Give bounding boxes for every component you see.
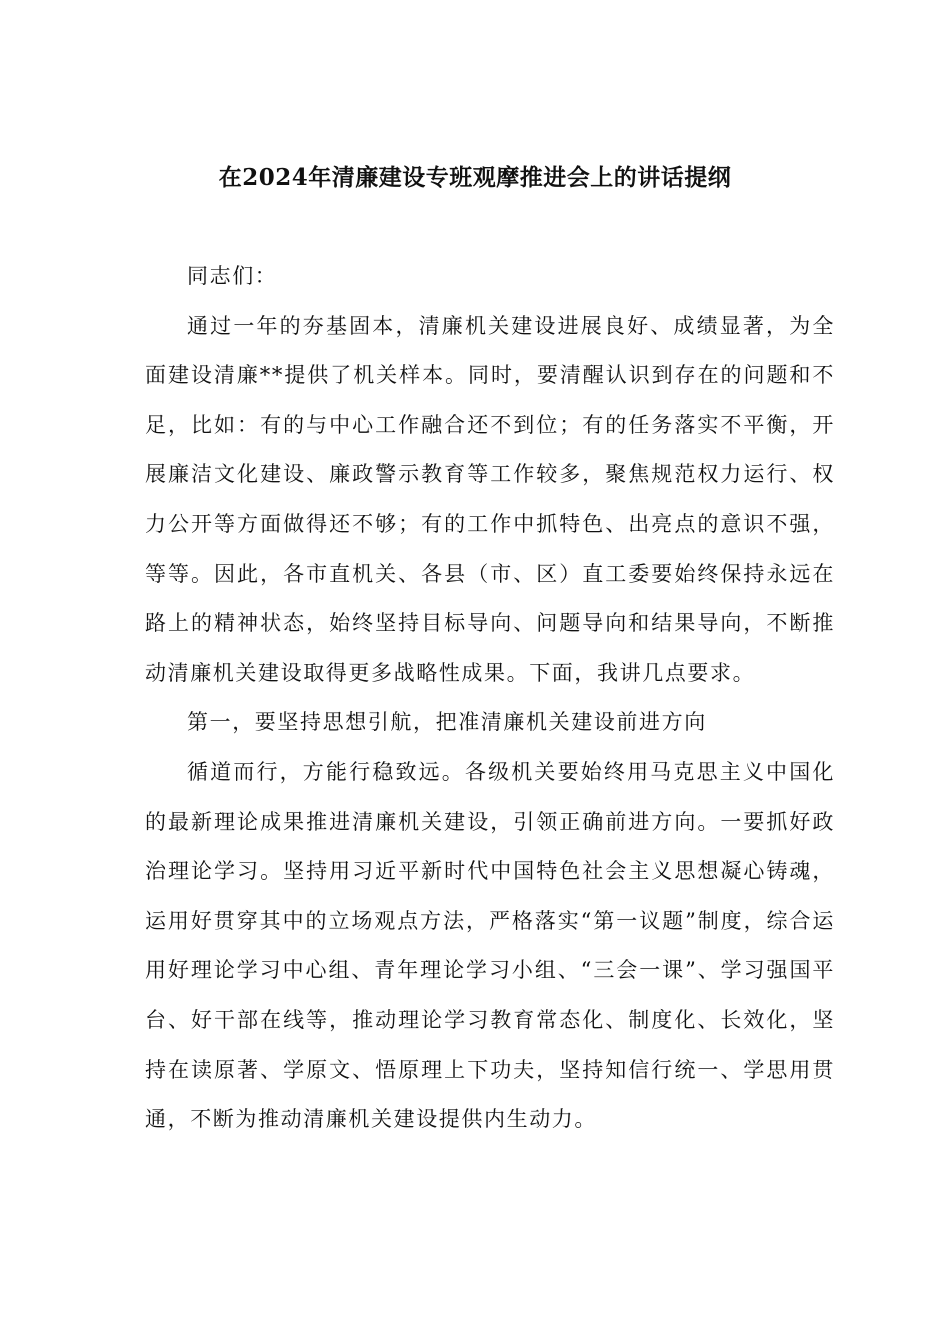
- document-body: [145, 252, 835, 1145]
- salutation: 同志们：: [187, 264, 278, 288]
- document-title: 在2024年清廉建设专班观摩推进会上的讲话提纲: [218, 164, 732, 191]
- section-heading-first: 第一，要坚持思想引航，把准清廉机关建设前进方向: [187, 710, 707, 735]
- paragraph-section-first: 循道而行，方能行稳致远。各级机关要始终用马克思主义中国化的最新理论成果推进清廉机关建设，引领正确前进方向。一要抓好政治理论学习。坚持用习近平新时代中国特色社会主义思想凝心铸魂，运用好贯穿其中的立场观点方法，严格落实“第一议题”制度，综合运用好理论学习中心组、青年理论学习小组、“三会一课”、学习强国平台、好干部在线等，推动理论学习教育常态化、制度化、长效化，坚持在读原著、学原文、悟原理上下功夫，坚持知信行统一、学思用贯通，不断为推动清廉机关建设提供内生动力。: [145, 759, 835, 1132]
- paragraph-intro: 通过一年的夯基固本，清廉机关建设进展良好、成绩显著，为全面建设清廉**提供了机关样本。同时，要清醒认识到存在的问题和不足，比如：有的与中心工作融合还不到位；有的任务落实不平衡，开展廉洁文化建设、廉政警示教育等工作较多，聚焦规范权力运行、权力公开等方面做得还不够；有的工作中抓特色、出亮点的意识不强，等等。因此，各市直机关、各县（市、区）直工委要始终保持永远在路上的精神状态，始终坚持目标导向、问题导向和结果导向，不断推动清廉机关建设取得更多战略性成果。下面，我讲几点要求。: [145, 313, 835, 685]
